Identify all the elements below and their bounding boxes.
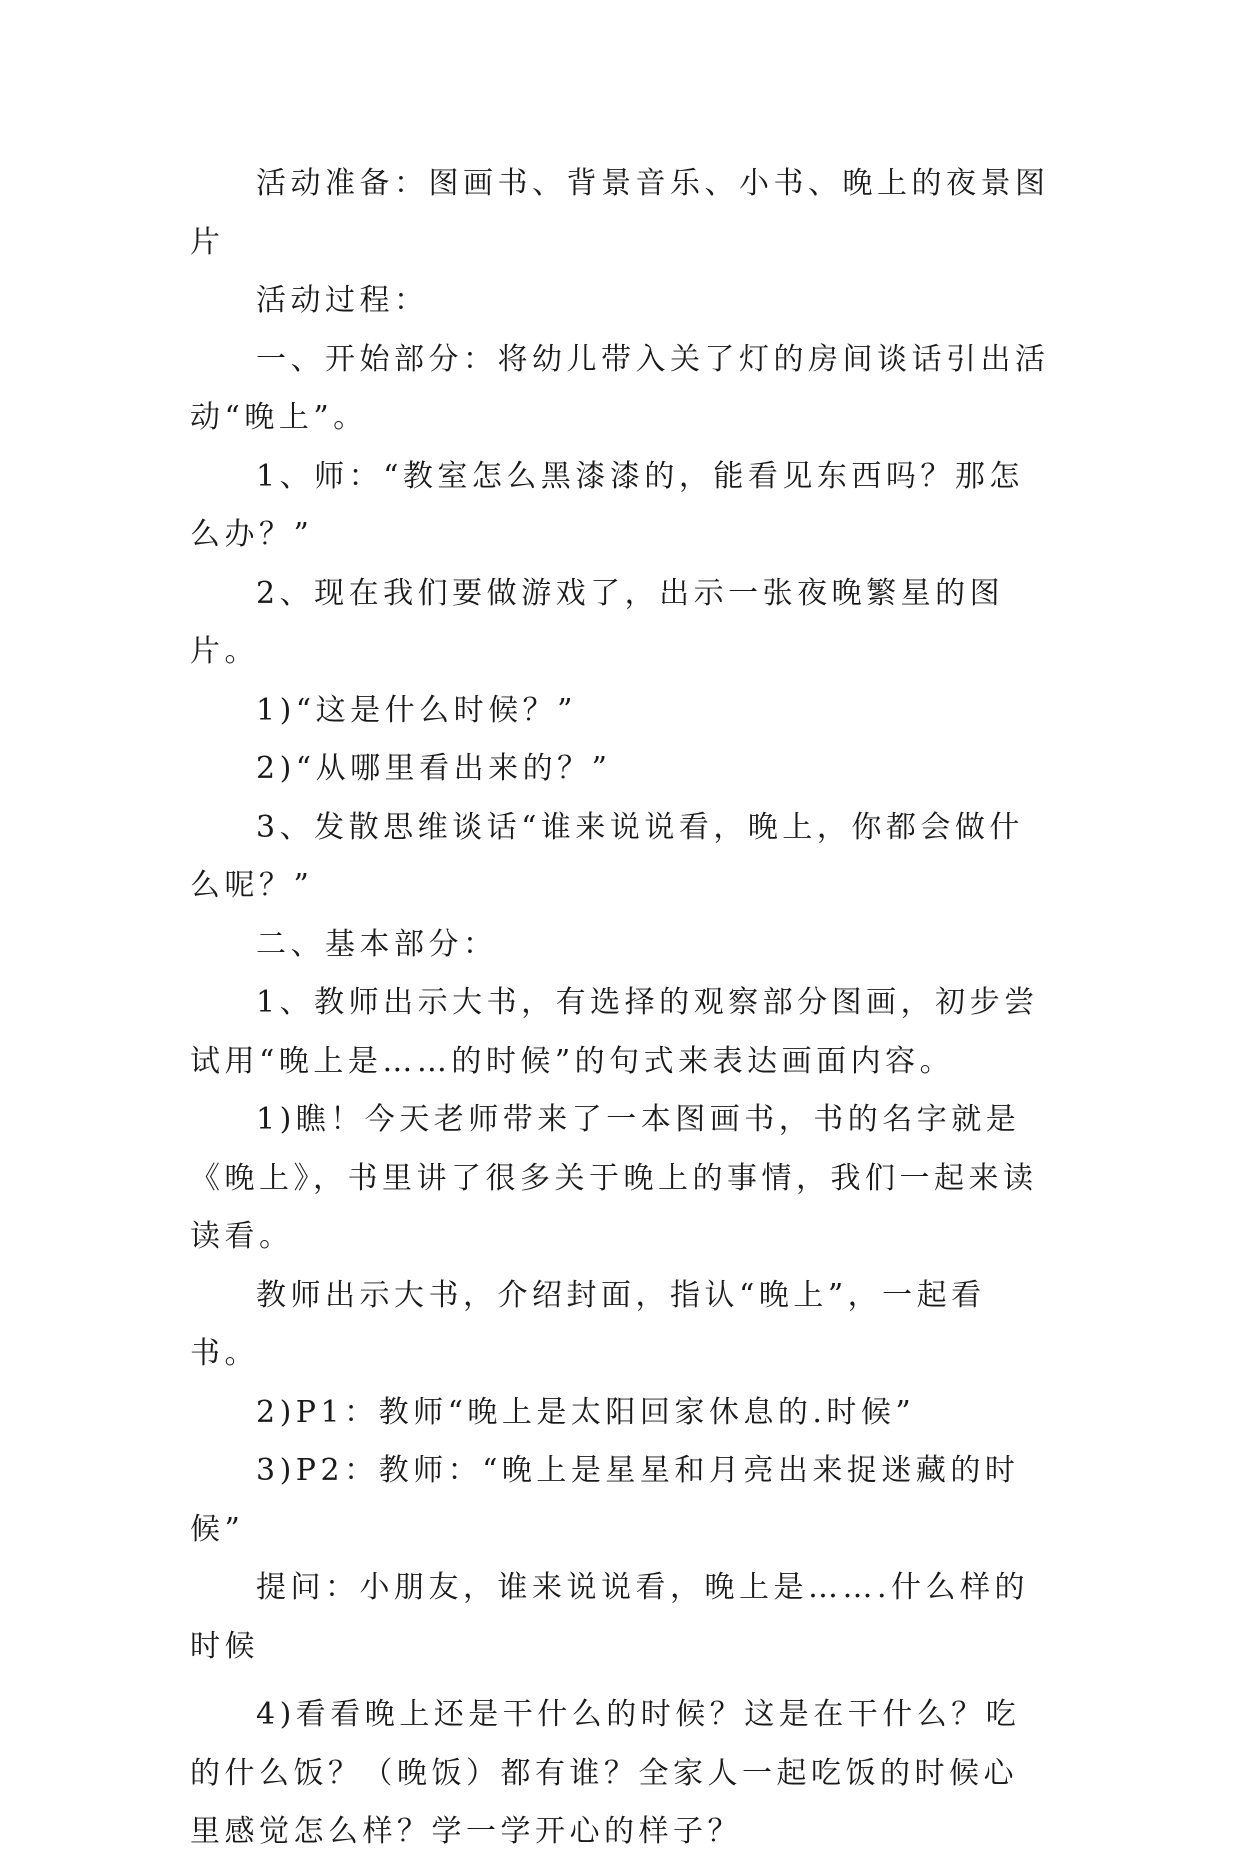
paragraph-activity-process: 活动过程： [256,283,429,318]
paragraph-p1: 2)P1：教师“晚上是太阳回家休息的.时候” [256,1394,916,1430]
paragraph-book-intro: 1)瞧！今天老师带来了一本图画书，书的名字就是《晚上》，书里讲了很多关于晚上的事情，我们一起来读读看。 [190,1102,1038,1254]
paragraph-question-2: 2)“从哪里看出来的？” [256,751,612,786]
paragraph-step-2: 2、现在我们要做游戏了，出示一张夜晚繁星的图片。 [190,575,1005,669]
paragraph-activity-preparation: 活动准备：图画书、背景音乐、小书、晚上的夜景图片 [190,166,1050,260]
paragraph-spacer [190,1676,1052,1686]
paragraph-step-4: 4)看看晚上还是干什么的时候？这是在干什么？吃的什么饭？（晚饭）都有谁？全家人一起吃饭的时候心里感觉怎么样？学一学开心的样子？ [190,1697,1021,1849]
paragraph-step-3: 3、发散思维谈话“谁来说说看，晚上，你都会做什么呢？” [190,809,1024,903]
paragraph-part-two-heading: 二、基本部分： [256,926,498,962]
paragraph-part-two-step-1: 1、教师出示大书，有选择的观察部分图画，初步尝试用“晚上是……的时候”的句式来表达画面内容。 [190,985,1039,1079]
paragraph-cover: 教师出示大书，介绍封面，指认“晚上”，一起看书。 [190,1277,986,1371]
paragraph-question-prompt: 提问：小朋友，谁来说说看，晚上是…….什么样的时候 [190,1570,1030,1664]
paragraph-step-1: 1、师：“教室怎么黑漆漆的，能看见东西吗？那怎么办？” [190,458,1024,552]
paragraph-p2: 3)P2：教师：“晚上是星星和月亮出来捉迷藏的时候” [190,1453,1020,1547]
document-body [190,155,1052,1862]
paragraph-part-one-heading: 一、开始部分：将幼儿带入关了灯的房间谈话引出活动“晚上”。 [190,341,1050,435]
paragraph-question-1: 1)“这是什么时候？” [256,692,577,728]
